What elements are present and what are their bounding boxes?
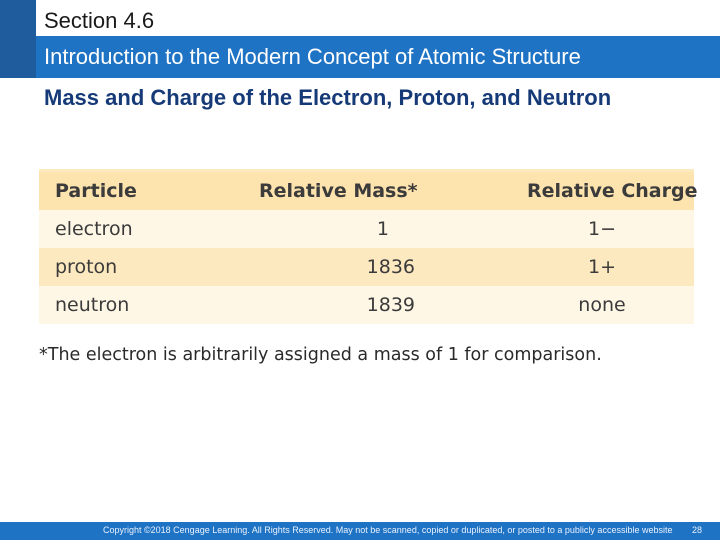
cell-charge: none bbox=[578, 294, 626, 316]
cell-charge: 1+ bbox=[587, 256, 616, 278]
table-row bbox=[39, 210, 694, 248]
accent-bar bbox=[0, 0, 36, 78]
slide-title: Introduction to the Modern Concept of Atomic Structure bbox=[44, 44, 581, 69]
header-relative-mass: Relative Mass* bbox=[259, 180, 418, 202]
cell-mass: 1839 bbox=[366, 294, 415, 316]
particle-table bbox=[39, 169, 698, 321]
cell-mass: 1836 bbox=[366, 256, 415, 278]
header-relative-charge: Relative Charge bbox=[527, 180, 698, 202]
table-footnote: *The electron is arbitrarily assigned a mass of 1 for comparison. bbox=[39, 345, 602, 365]
section-label: Section 4.6 bbox=[44, 8, 155, 33]
header-particle: Particle bbox=[55, 180, 137, 202]
cell-particle: proton bbox=[55, 256, 118, 278]
cell-particle: neutron bbox=[55, 294, 130, 316]
cell-mass: 1 bbox=[376, 218, 389, 240]
copyright-notice: Copyright ©2018 Cengage Learning. All Rights Reserved. May not be scanned, copied or duplicated, or posted to a publicly accessible website bbox=[103, 525, 673, 535]
table-row bbox=[39, 248, 694, 286]
slide-number: 28 bbox=[692, 525, 703, 535]
slide-subtitle: Mass and Charge of the Electron, Proton, and Neutron bbox=[44, 85, 612, 110]
cell-particle: electron bbox=[55, 218, 133, 240]
table-row bbox=[39, 286, 694, 324]
cell-charge: 1− bbox=[587, 218, 616, 240]
table-header-row bbox=[39, 172, 698, 210]
